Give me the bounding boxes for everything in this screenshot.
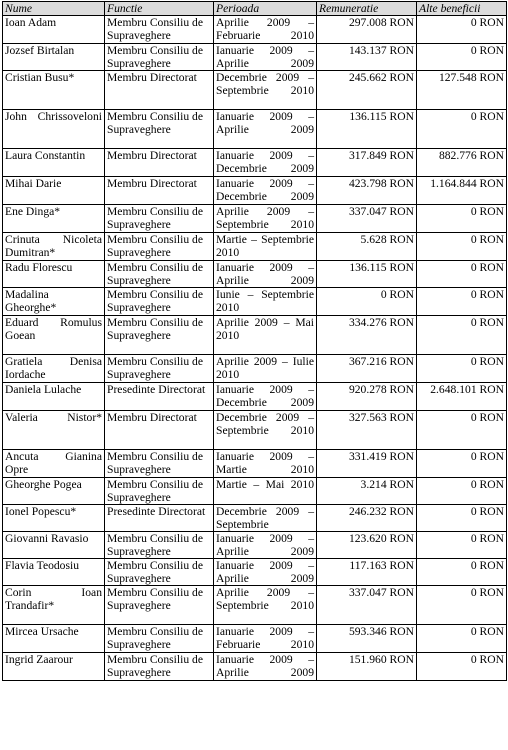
cell-period: Decembrie 2009 – Septembrie 2010 (214, 71, 317, 110)
cell-name: Gheorghe Pogea (3, 478, 105, 505)
cell-function: Membru Consiliu de Supraveghere (105, 110, 214, 149)
cell-name: Valeria Nistor* (3, 411, 105, 450)
table-row (3, 288, 507, 316)
cell-period: Ianuarie 2009 – Aprilie 2009 (214, 261, 317, 288)
cell-other-benefits: 127.548 RON (417, 71, 507, 110)
table-row (3, 411, 507, 450)
cell-remuneration: 117.163 RON (317, 559, 417, 586)
cell-name: Flavia Teodosiu (3, 559, 105, 586)
cell-period: Aprilie 2009 – Septembrie 2010 (214, 205, 317, 233)
cell-function: Membru Consiliu de Supraveghere (105, 625, 214, 653)
table-body (3, 16, 507, 681)
cell-remuneration: 327.563 RON (317, 411, 417, 450)
cell-remuneration: 331.419 RON (317, 450, 417, 478)
cell-period: Aprilie 2009 – Mai 2010 (214, 316, 317, 355)
cell-name: John Chrissoveloni (3, 110, 105, 149)
cell-remuneration: 317.849 RON (317, 149, 417, 177)
cell-period: Decembrie 2009 – Septembrie (214, 505, 317, 532)
cell-other-benefits: 2.648.101 RON (417, 383, 507, 411)
cell-other-benefits: 0 RON (417, 653, 507, 681)
cell-period: Iunie – Septembrie 2010 (214, 288, 317, 316)
header-function: Functie (105, 2, 214, 16)
cell-name: Ionel Popescu* (3, 505, 105, 532)
cell-remuneration: 593.346 RON (317, 625, 417, 653)
table-row (3, 71, 507, 110)
cell-other-benefits: 0 RON (417, 261, 507, 288)
cell-other-benefits: 882.776 RON (417, 149, 507, 177)
cell-period: Ianuarie 2009 – Aprilie 2009 (214, 559, 317, 586)
table-row (3, 625, 507, 653)
cell-other-benefits: 0 RON (417, 288, 507, 316)
cell-remuneration: 337.047 RON (317, 586, 417, 625)
header-remuneration: Remuneratie (317, 2, 417, 16)
table-row (3, 149, 507, 177)
table-row (3, 532, 507, 559)
cell-name: Jozsef Birtalan (3, 44, 105, 71)
cell-period: Ianuarie 2009 – Martie 2010 (214, 450, 317, 478)
table-row (3, 383, 507, 411)
cell-function: Membru Directorat (105, 149, 214, 177)
cell-remuneration: 367.216 RON (317, 355, 417, 383)
cell-function: Membru Consiliu de Supraveghere (105, 16, 214, 44)
table-row (3, 450, 507, 478)
cell-remuneration: 246.232 RON (317, 505, 417, 532)
cell-name: Gratiela Denisa Iordache (3, 355, 105, 383)
cell-remuneration: 136.115 RON (317, 261, 417, 288)
cell-function: Membru Consiliu de Supraveghere (105, 261, 214, 288)
cell-function: Membru Consiliu de Supraveghere (105, 355, 214, 383)
cell-name: Mircea Ursache (3, 625, 105, 653)
cell-other-benefits: 0 RON (417, 355, 507, 383)
header-row (3, 2, 507, 16)
table-row (3, 586, 507, 625)
cell-remuneration: 245.662 RON (317, 71, 417, 110)
cell-function: Membru Consiliu de Supraveghere (105, 44, 214, 71)
cell-function: Membru Consiliu de Supraveghere (105, 233, 214, 261)
table-row (3, 505, 507, 532)
remuneration-table (2, 1, 507, 681)
cell-remuneration: 136.115 RON (317, 110, 417, 149)
cell-period: Ianuarie 2009 – Aprilie 2009 (214, 532, 317, 559)
cell-period: Martie – Mai 2010 (214, 478, 317, 505)
header-other-benefits: Alte beneficii (417, 2, 507, 16)
cell-name: Crinuta Nicoleta Dumitran* (3, 233, 105, 261)
cell-name: Mihai Darie (3, 177, 105, 205)
table-row (3, 261, 507, 288)
cell-remuneration: 143.137 RON (317, 44, 417, 71)
cell-function: Membru Consiliu de Supraveghere (105, 586, 214, 625)
cell-remuneration: 423.798 RON (317, 177, 417, 205)
cell-other-benefits: 0 RON (417, 411, 507, 450)
table-row (3, 316, 507, 355)
cell-function: Membru Consiliu de Supraveghere (105, 205, 214, 233)
table-row (3, 205, 507, 233)
cell-function: Membru Consiliu de Supraveghere (105, 288, 214, 316)
cell-name: Laura Constantin (3, 149, 105, 177)
cell-name: Cristian Busu* (3, 71, 105, 110)
cell-period: Aprilie 2009 – Septembrie 2010 (214, 586, 317, 625)
cell-remuneration: 0 RON (317, 288, 417, 316)
header-period: Perioada (214, 2, 317, 16)
cell-function: Membru Directorat (105, 71, 214, 110)
cell-other-benefits: 0 RON (417, 625, 507, 653)
cell-other-benefits: 1.164.844 RON (417, 177, 507, 205)
cell-function: Membru Consiliu de Supraveghere (105, 559, 214, 586)
cell-other-benefits: 0 RON (417, 44, 507, 71)
table-row (3, 478, 507, 505)
cell-name: Madalina Gheorghe* (3, 288, 105, 316)
header-name: Nume (3, 2, 105, 16)
cell-other-benefits: 0 RON (417, 505, 507, 532)
cell-period: Ianuarie 2009 – Aprilie 2009 (214, 110, 317, 149)
cell-period: Ianuarie 2009 – Decembrie 2009 (214, 149, 317, 177)
table-row (3, 16, 507, 44)
cell-name: Giovanni Ravasio (3, 532, 105, 559)
cell-period: Ianuarie 2009 – Aprilie 2009 (214, 44, 317, 71)
cell-period: Aprilie 2009 – Iulie 2010 (214, 355, 317, 383)
cell-name: Ingrid Zaarour (3, 653, 105, 681)
cell-other-benefits: 0 RON (417, 110, 507, 149)
cell-remuneration: 5.628 RON (317, 233, 417, 261)
cell-period: Martie – Septembrie 2010 (214, 233, 317, 261)
table-row (3, 559, 507, 586)
cell-other-benefits: 0 RON (417, 559, 507, 586)
table-row (3, 653, 507, 681)
cell-remuneration: 337.047 RON (317, 205, 417, 233)
cell-name: Daniela Lulache (3, 383, 105, 411)
cell-remuneration: 920.278 RON (317, 383, 417, 411)
cell-function: Membru Consiliu de Supraveghere (105, 532, 214, 559)
cell-name: Corin Ioan Trandafir* (3, 586, 105, 625)
cell-period: Ianuarie 2009 – Decembrie 2009 (214, 177, 317, 205)
cell-name: Ene Dinga* (3, 205, 105, 233)
cell-name: Eduard Romulus Goean (3, 316, 105, 355)
cell-function: Membru Directorat (105, 177, 214, 205)
cell-period: Decembrie 2009 – Septembrie 2010 (214, 411, 317, 450)
cell-other-benefits: 0 RON (417, 205, 507, 233)
cell-function: Membru Consiliu de Supraveghere (105, 653, 214, 681)
cell-name: Ancuta Gianina Opre (3, 450, 105, 478)
cell-period: Ianuarie 2009 – Decembrie 2009 (214, 383, 317, 411)
cell-period: Ianuarie 2009 – Aprilie 2009 (214, 653, 317, 681)
cell-function: Membru Directorat (105, 411, 214, 450)
cell-function: Membru Consiliu de Supraveghere (105, 316, 214, 355)
cell-other-benefits: 0 RON (417, 450, 507, 478)
table-row (3, 110, 507, 149)
cell-name: Ioan Adam (3, 16, 105, 44)
cell-other-benefits: 0 RON (417, 586, 507, 625)
table-row (3, 177, 507, 205)
cell-other-benefits: 0 RON (417, 233, 507, 261)
cell-other-benefits: 0 RON (417, 532, 507, 559)
cell-other-benefits: 0 RON (417, 316, 507, 355)
table-row (3, 44, 507, 71)
cell-function: Presedinte Directorat (105, 383, 214, 411)
cell-period: Ianuarie 2009 – Februarie 2010 (214, 625, 317, 653)
cell-period: Aprilie 2009 – Februarie 2010 (214, 16, 317, 44)
cell-remuneration: 334.276 RON (317, 316, 417, 355)
cell-remuneration: 151.960 RON (317, 653, 417, 681)
cell-remuneration: 123.620 RON (317, 532, 417, 559)
cell-other-benefits: 0 RON (417, 478, 507, 505)
cell-other-benefits: 0 RON (417, 16, 507, 44)
cell-function: Membru Consiliu de Supraveghere (105, 450, 214, 478)
cell-remuneration: 3.214 RON (317, 478, 417, 505)
cell-name: Radu Florescu (3, 261, 105, 288)
cell-remuneration: 297.008 RON (317, 16, 417, 44)
cell-function: Membru Consiliu de Supraveghere (105, 478, 214, 505)
cell-function: Presedinte Directorat (105, 505, 214, 532)
table-row (3, 233, 507, 261)
table-row (3, 355, 507, 383)
